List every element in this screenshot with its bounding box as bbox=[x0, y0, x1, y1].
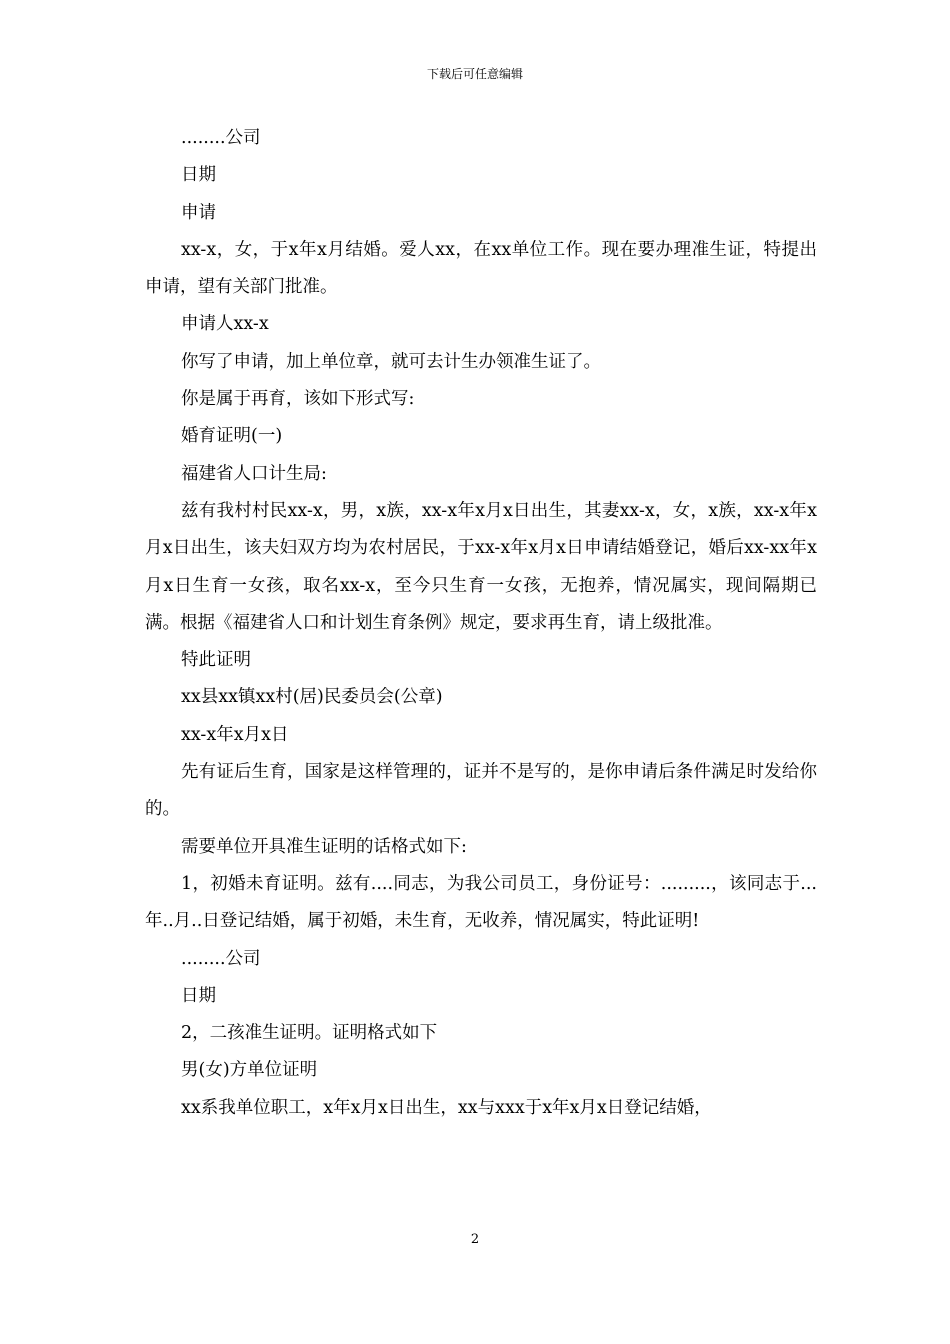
paragraph-company-2: ........公司 bbox=[181, 948, 261, 969]
paragraph-recipient: 福建省人口计生局: bbox=[181, 463, 327, 484]
paragraph-instruction-1: 你写了申请，加上单位章，就可去计生办领准生证了。 bbox=[181, 351, 601, 372]
paragraph-unit-certificate-title: 男(女)方单位证明 bbox=[181, 1060, 318, 1081]
page-number: 2 bbox=[470, 1232, 480, 1247]
paragraph-date-1: 日期 bbox=[181, 165, 216, 186]
paragraph-applicant: 申请人xx-x bbox=[181, 314, 269, 335]
document-body bbox=[145, 120, 817, 1127]
paragraph-note: 先有证后生育，国家是这样管理的，证并不是写的，是你申请后条件满足时发给你的。 bbox=[145, 762, 817, 820]
paragraph-format-1: 1，初婚未育证明。兹有....同志，为我公司员工，身份证号：.........，该同志于...年..月..日登记结婚，属于初婚，未生育，无收养，情况属实，特此证明! bbox=[145, 873, 817, 932]
page-header: 下载后可任意编辑 bbox=[426, 67, 523, 81]
paragraph-instruction-2: 你是属于再育，该如下形式写: bbox=[181, 389, 415, 410]
paragraph-certificate-body: 兹有我村村民xx-x，男，x族，xx-x年x月x日出生，其妻xx-x，女，x族，xx-x年x月x日出生，该夫妇双方均为农村居民，于xx-x年x月x日申请结婚登记，婚后xx-xx年x月x日生育一女孩，取名xx-x，至今只生育一女孩，无抱养，情况属实，现间隔期已满。根据《福建省人口和计划生育条例》规定，要求再生育，请上级批准。 bbox=[145, 500, 817, 633]
paragraph-format-2: 2，二孩准生证明。证明格式如下 bbox=[181, 1023, 438, 1044]
paragraph-certificate-title: 婚育证明(一) bbox=[181, 426, 283, 447]
paragraph-format-intro: 需要单位开具准生证明的话格式如下: bbox=[181, 836, 467, 857]
paragraph-date-3: 日期 bbox=[181, 985, 216, 1006]
paragraph-date-2: xx-x年x月x日 bbox=[181, 724, 289, 745]
paragraph-certify: 特此证明 bbox=[181, 650, 251, 671]
paragraph-committee: xx县xx镇xx村(居)民委员会(公章) bbox=[181, 687, 443, 708]
paragraph-company-1: ........公司 bbox=[181, 128, 261, 148]
paragraph-application-title: 申请 bbox=[181, 202, 216, 223]
paragraph-unit-certificate-body: xx系我单位职工，x年x月x日出生，xx与xxx于x年x月x日登记结婚， bbox=[181, 1097, 712, 1118]
paragraph-application-body: xx-x，女，于x年x月结婚。爱人xx，在xx单位工作。现在要办理准生证，特提出申请，望有关部门批准。 bbox=[145, 239, 817, 298]
